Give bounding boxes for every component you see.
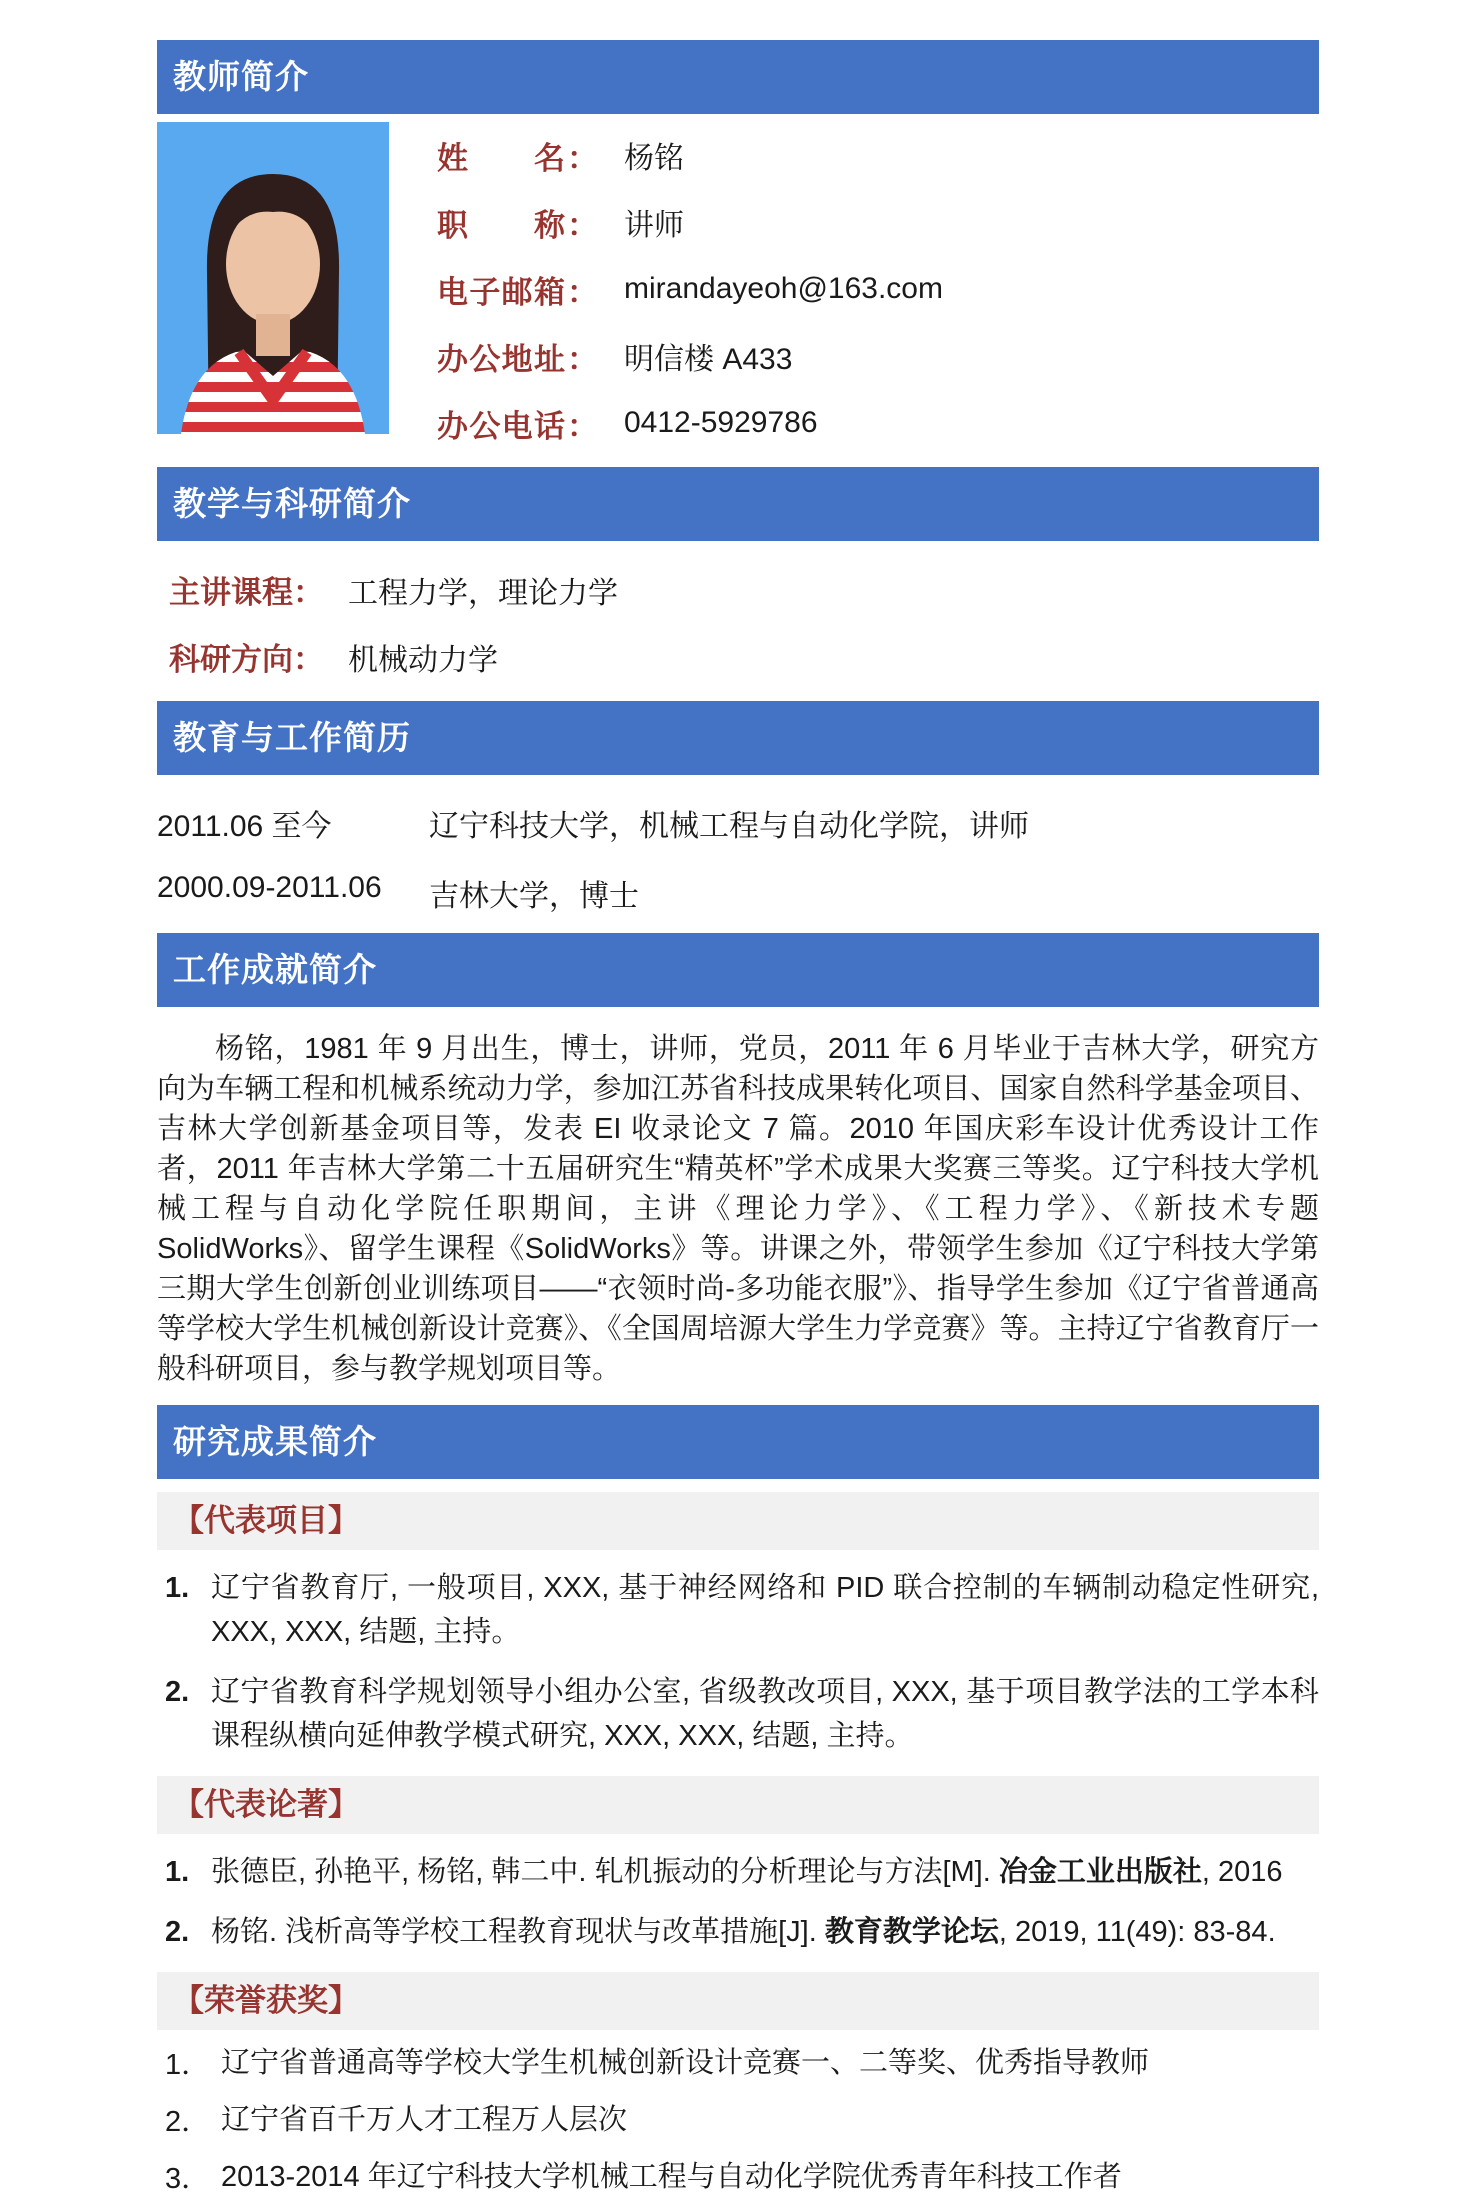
item-number: 2． bbox=[165, 2106, 211, 2138]
row-research-direction bbox=[157, 634, 1319, 679]
award-item bbox=[157, 2100, 1319, 2144]
item-text: 辽宁省普通高等学校大学生机械创新设计竞赛一、二等奖、优秀指导教师 bbox=[221, 2047, 1150, 2079]
history-detail: 辽宁科技大学，机械工程与自动化学院，讲师 bbox=[429, 810, 1029, 843]
item-number: 3． bbox=[165, 2163, 211, 2195]
achievements-paragraph: 杨铭，1981 年 9 月出生，博士，讲师，党员，2011 年 6 月毕业于吉林大学，研究方向为车辆工程和机械系统动力学，参加江苏省科技成果转化项目、国家自然科学基金项目、吉林大学创新基金项目等，发表 EI 收录论文 7 篇。2010 年国庆彩车设计优秀设计工作者，2011 年吉林大学第二十五届研究生“精英杯”学术成果大奖赛三等奖。辽宁科技大学机械工程与自动化学院任职期间，主讲《理论力学》、《工程力学》、《新技术专题 SolidWorks》、留学生课程《SolidWorks》等。讲课之外，带领学生参加《辽宁科技大学第三期大学生创新创业训练项目——“衣领时尚-多功能衣服”》、指导学生参加《辽宁省普通高等学校大学生机械创新设计竞赛》、《全国周培源大学生力学竞赛》等。主持辽宁省教育厅一般科研项目，参与教学规划项目等。 bbox=[157, 1033, 1319, 1385]
section-header-teacher-profile bbox=[157, 40, 1319, 114]
subsection-representative-projects: 【代表项目】 bbox=[157, 1492, 1319, 1550]
history-period: 2011.06 至今 bbox=[157, 810, 332, 843]
awards-list bbox=[157, 2043, 1319, 2201]
field-title bbox=[437, 191, 943, 253]
section-header-education-history bbox=[157, 701, 1319, 775]
item-text: 辽宁省教育厅, 一般项目, XXX, 基于神经网络和 PID 联合控制的车辆制动稳定性研究, XXX, XXX, 结题, 主持。 bbox=[211, 1572, 1319, 1648]
field-office-address bbox=[437, 325, 943, 387]
item-text: 张德臣, 孙艳平, 杨铭, 韩二中. 轧机振动的分析理论与方法[M]. 冶金工业出版社, 2016 bbox=[211, 1856, 1283, 1888]
field-value: 杨铭 bbox=[624, 142, 684, 175]
subsection-representative-publications: 【代表论著】 bbox=[157, 1776, 1319, 1834]
journal-name: 教育教学论坛 bbox=[824, 1916, 999, 1948]
field-colon: ： bbox=[567, 341, 598, 377]
section-header-work-achievements bbox=[157, 933, 1319, 1007]
profile-fields bbox=[437, 122, 943, 459]
section-title: 研究成果简介 bbox=[173, 1423, 377, 1460]
field-value: 0412-5929786 bbox=[624, 406, 818, 439]
project-item bbox=[157, 1566, 1319, 1654]
row-label: 科研方向： bbox=[169, 642, 324, 677]
history-detail: 吉林大学，博士 bbox=[429, 880, 639, 913]
field-value: 讲师 bbox=[624, 209, 684, 242]
publication-item bbox=[157, 1850, 1319, 1894]
award-item bbox=[157, 2157, 1319, 2201]
item-number: 2. bbox=[165, 1676, 190, 1708]
item-text: 辽宁省百千万人才工程万人层次 bbox=[221, 2104, 628, 2136]
history-period: 2000.09-2011.06 bbox=[157, 871, 382, 904]
field-email bbox=[437, 258, 943, 320]
item-number: 1. bbox=[165, 1572, 190, 1604]
field-label: 姓名 bbox=[437, 140, 565, 176]
field-value: 明信楼 A433 bbox=[624, 343, 793, 376]
field-label: 电子邮箱 bbox=[437, 274, 565, 310]
project-item bbox=[157, 1670, 1319, 1758]
item-number: 1. bbox=[165, 1856, 190, 1888]
field-colon: ： bbox=[567, 140, 598, 176]
publisher-name: 冶金工业出版社 bbox=[998, 1856, 1202, 1888]
field-colon: ： bbox=[567, 274, 598, 310]
field-label: 办公地址 bbox=[437, 341, 565, 377]
row-value: 工程力学，理论力学 bbox=[348, 577, 618, 610]
row-value: 机械动力学 bbox=[348, 644, 498, 677]
item-text: 2013-2014 年辽宁科技大学机械工程与自动化学院优秀青年科技工作者 bbox=[221, 2161, 1122, 2193]
photo-illustration bbox=[157, 122, 389, 434]
field-office-phone bbox=[437, 392, 943, 454]
section-header-research-results bbox=[157, 1405, 1319, 1479]
field-colon: ： bbox=[567, 408, 598, 444]
history-row bbox=[157, 871, 1319, 915]
section-title: 教学与科研简介 bbox=[173, 485, 411, 522]
subsection-honors-awards: 【荣誉获奖】 bbox=[157, 1972, 1319, 2030]
item-number: 1． bbox=[165, 2049, 211, 2081]
section-title: 工作成就简介 bbox=[173, 951, 377, 988]
history-row bbox=[157, 801, 1319, 845]
item-text: 杨铭. 浅析高等学校工程教育现状与改革措施[J]. 教育教学论坛, 2019, 11(49): 83-84. bbox=[211, 1916, 1276, 1948]
field-colon: ： bbox=[567, 207, 598, 243]
section-title: 教师简介 bbox=[173, 58, 309, 95]
field-label: 职称 bbox=[437, 207, 565, 243]
profile-photo bbox=[157, 122, 389, 434]
field-value: mirandayeoh@163.com bbox=[624, 272, 943, 305]
row-label: 主讲课程： bbox=[169, 575, 324, 610]
field-label: 办公电话 bbox=[437, 408, 565, 444]
item-number: 2. bbox=[165, 1916, 190, 1948]
row-main-courses bbox=[157, 567, 1319, 612]
field-name bbox=[437, 124, 943, 186]
award-item bbox=[157, 2043, 1319, 2087]
publication-item bbox=[157, 1910, 1319, 1954]
item-text: 辽宁省教育科学规划领导小组办公室, 省级教改项目, XXX, 基于项目教学法的工学本科课程纵横向延伸教学模式研究, XXX, XXX, 结题, 主持。 bbox=[211, 1676, 1319, 1752]
section-header-teaching-research bbox=[157, 467, 1319, 541]
profile-block bbox=[157, 122, 1319, 459]
section-title: 教育与工作简历 bbox=[173, 719, 411, 756]
